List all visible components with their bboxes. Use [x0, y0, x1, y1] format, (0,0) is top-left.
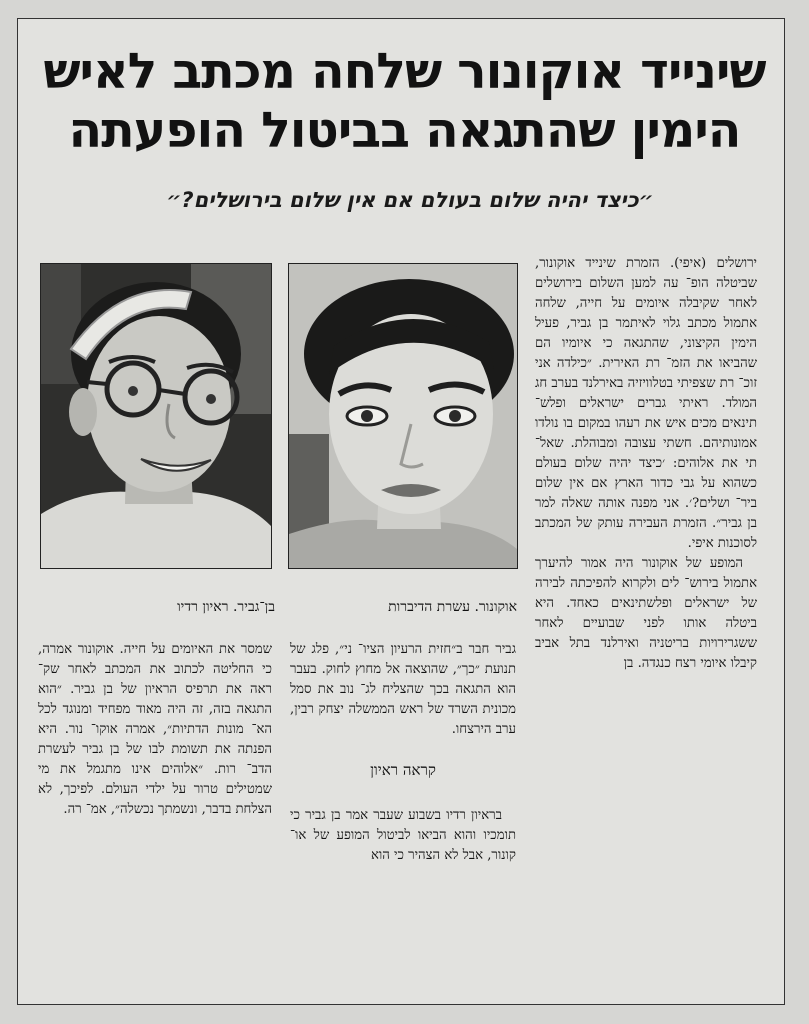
ben-gvir-photo: [40, 263, 272, 569]
paragraph: גביר חבר ב״חזית הרעיון הציו־ ני״, פלג של תנועת ״כך״, שהוצאה אל מחוץ לחוק. בעבר הוא התגאה בכך שהצליח לג־ נוב את סמל מכונית השרד של ראש הממשלה יצחק רבין, ערב הירצחו.: [290, 642, 516, 737]
article-column-left: [38, 640, 272, 820]
paragraph: בראיון רדיו בשבוע שעבר אמר בן גביר כי תומכיו והוא הביאו לביטול המופע של או־ קונור, אבל לא הצהיר כי הוא: [290, 808, 516, 863]
left-photo-caption: בן־גביר. ראיון רדיו: [177, 599, 275, 615]
paragraph: ירושלים (איפי). הזמרת שינייד אוקונור, שביטלה הופ־ עה למען השלום בירושלים לאחר שקיבלה איומים על חייה, שלחה אתמול מכתב גלוי לאיתמר בן גביר, פעיל הימין הקיצוני, שהתגאה כי איומיו הם שהביאו את הזמ־ רת האירית. ״כילדה אני זוכ־ רת שצפיתי בטלוויזיה באירלנד בערב חג המולד. ראיתי גברים ישראלים ופלש־ תינאים מכים איש את רעהו במקום בו נולדו אמונותיהם. חשתי עצובה ומבוהלת. שאל־ תי את אלוהים: ׳כיצד יהיה שלום בעולם כשהוא על גבי כדור הארץ אם אין שלום ביר־ ושלים?׳. אני מפנה אותה שאלה למר בן גביר״. הזמרת העבירה עותק של המכתב לסוכנות איפי.: [535, 256, 757, 551]
headline-line-1: שינייד אוקונור שלחה מכתב לאיש: [43, 43, 766, 100]
article-column-middle: [290, 640, 516, 866]
subheadline: ״כיצד יהיה שלום בעולם אם אין שלום בירושלים?״: [166, 188, 654, 212]
middle-photo-caption: אוקונור. עשרת הדיברות: [388, 599, 517, 615]
paragraph: המופע של אוקונור היה אמור להיערך אתמול בירוש־ לים ולקרוא להפיכתה לבירה של ישראלים ופלשתינאים כאחד. היא ביטלה אותו לפני שבועיים לאחר ששגרירויות בריטניה ואירלנד בתל אביב קיבלו איומי רצח כנגדה. בן: [535, 556, 757, 671]
headline-line-2: הימין שהתגאה בביטול הופעתה: [68, 102, 741, 159]
article-column-right: [535, 254, 757, 674]
paragraph: שמסר את האיומים על חייה. אוקונור אמרה, כי החליטה לכתוב את המכתב לאחר שק־ ראה את תרפיס הראיון של בן גביר. ״הוא התגאה בזה, זה היה מאוד מפחיד ומנוגד לכל הא־ מונות הדתיות״, אמרה אוקו־ נור. היא הפנתה את תשומת לבו של בן גביר לעשרת הדב־ רות. ״אלוהים אינו מתגמל את מי שמטילים טרור על ילדי העולם. לפיכך, לא הצלחת בדבר, ונשמתך נכשלה״, אמ־ רה.: [38, 642, 272, 817]
interheading: קראה ראיון: [370, 761, 436, 779]
oconnor-photo: [288, 263, 518, 569]
